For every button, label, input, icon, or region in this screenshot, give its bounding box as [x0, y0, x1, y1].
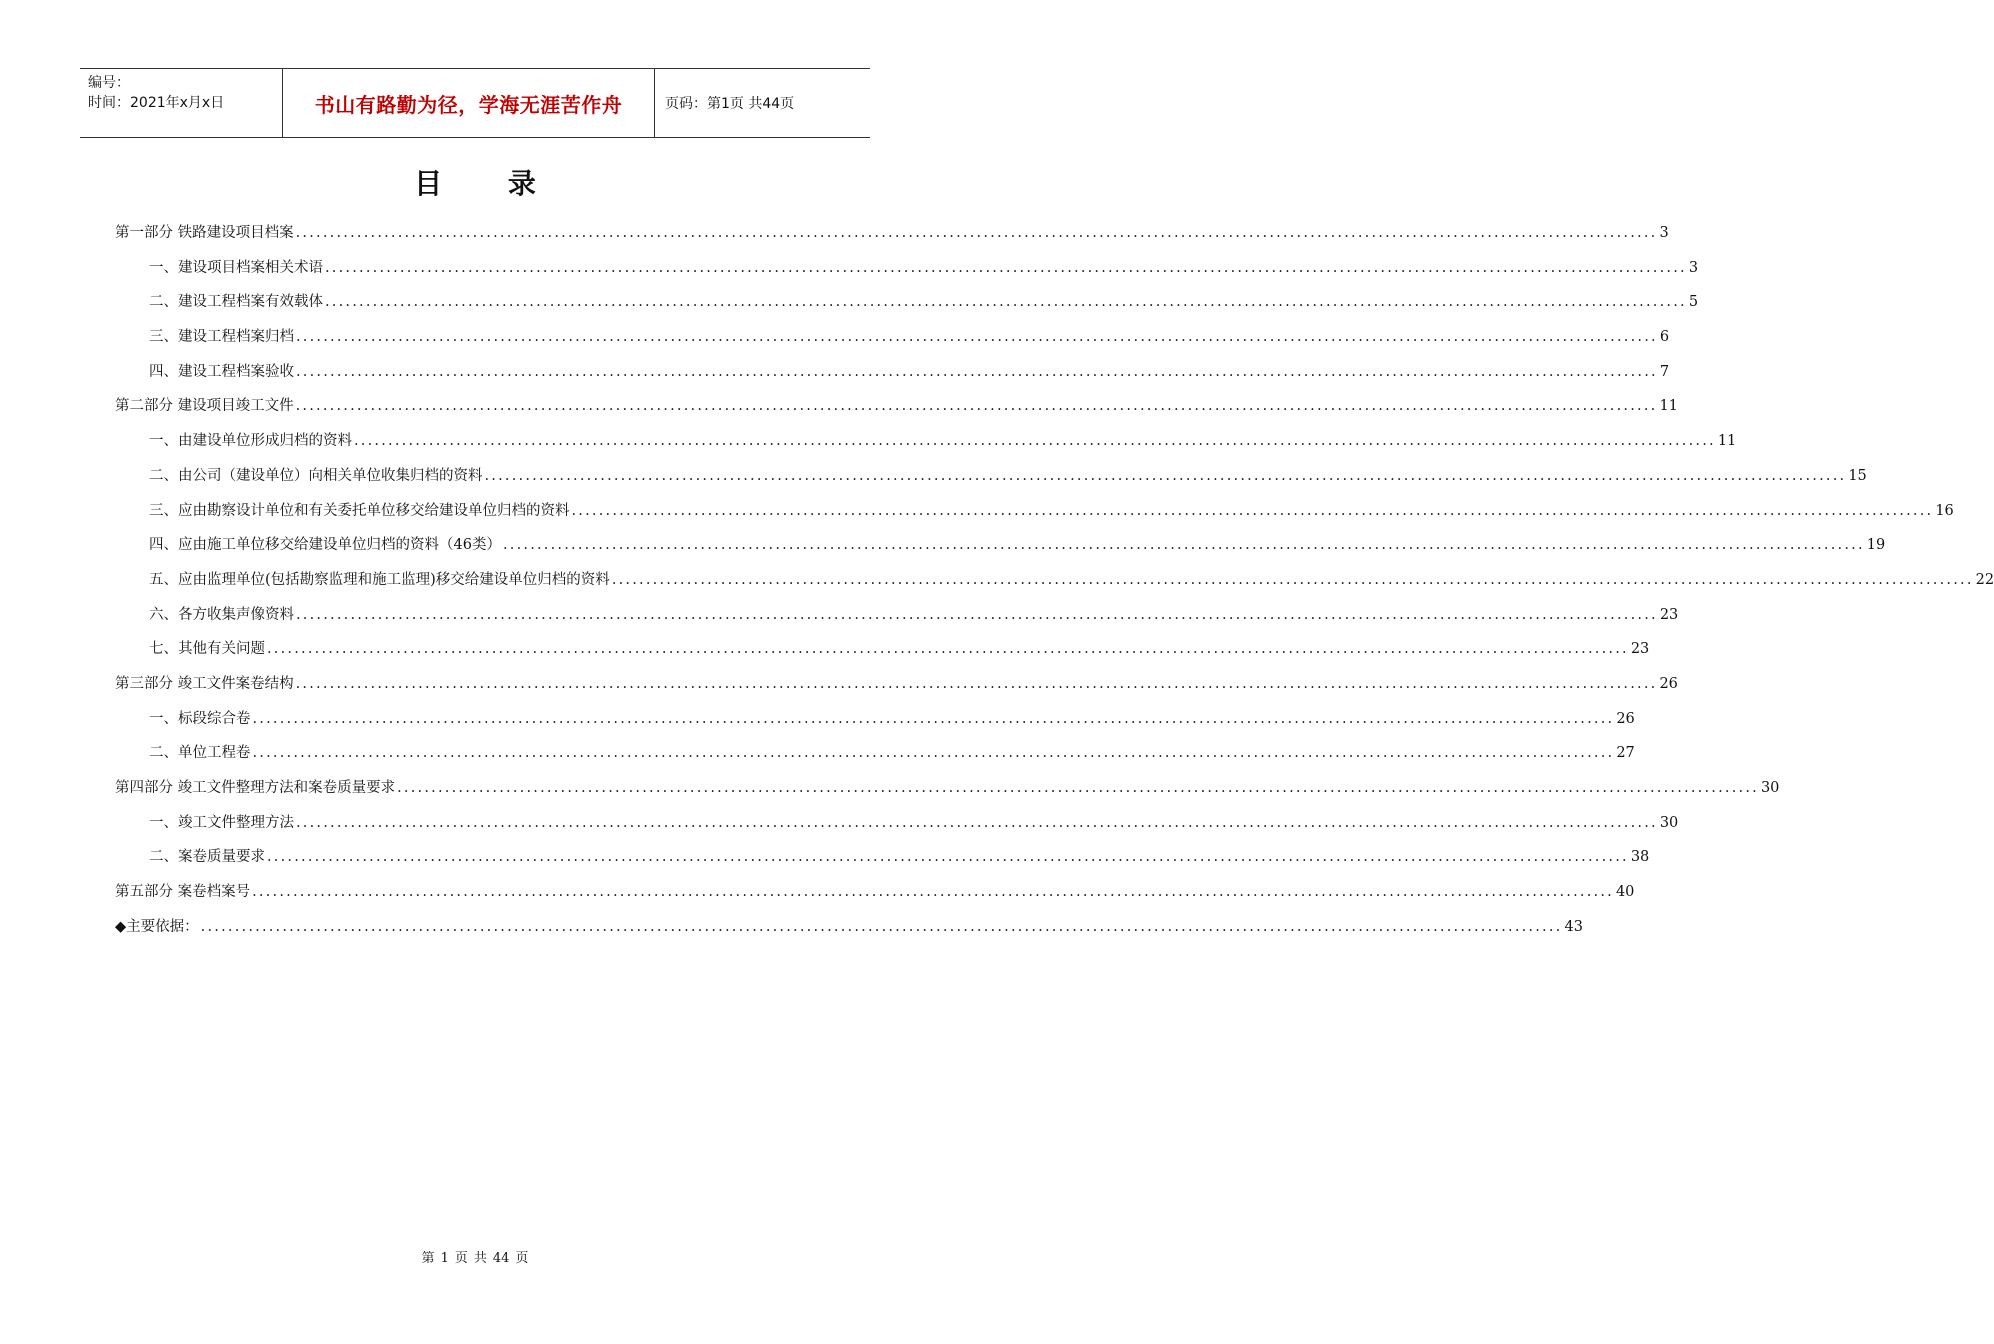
toc-entry-title: 四、应由施工单位移交给建设单位归档的资料（46类）: [149, 537, 501, 554]
toc-entry[interactable]: [115, 842, 1650, 877]
toc-leader-dots: ........................................................................................................................................................................................................: [252, 884, 1614, 901]
toc-entry[interactable]: [115, 773, 1780, 808]
toc-leader-dots: ........................................................................................................................................................................................................: [571, 502, 1934, 519]
table-of-contents: [115, 218, 1994, 946]
toc-entry[interactable]: [115, 530, 1886, 565]
toc-leader-dots: ........................................................................................................................................................................................................: [296, 363, 1658, 380]
toc-leader-dots: ........................................................................................................................................................................................................: [200, 918, 1563, 935]
header-motto: 书山有路勤为径，学海无涯苦作舟: [282, 69, 655, 137]
toc-entry-page: 19: [1866, 537, 1886, 554]
toc-entry-title: 一、由建设单位形成归档的资料: [149, 433, 352, 450]
toc-entry[interactable]: [115, 322, 1670, 357]
toc-leader-dots: ........................................................................................................................................................................................................: [354, 433, 1716, 450]
toc-entry-page: 11: [1659, 398, 1678, 415]
toc-entry-page: 30: [1659, 814, 1679, 831]
toc-entry[interactable]: [115, 808, 1679, 843]
toc-entry-title: 四、建设工程档案验收: [149, 363, 294, 380]
toc-leader-dots: ........................................................................................................................................................................................................: [267, 849, 1629, 866]
toc-entry-page: 16: [1935, 502, 1954, 519]
page-header: [80, 68, 870, 138]
header-meta: [80, 69, 282, 137]
toc-entry[interactable]: [115, 738, 1635, 773]
toc-entry[interactable]: [115, 565, 1994, 600]
toc-entry-page: 43: [1564, 918, 1583, 935]
document-date: 时间：2021年x月x日: [88, 95, 225, 111]
toc-entry-title: 二、单位工程卷: [149, 745, 251, 762]
toc-entry-page: 15: [1848, 467, 1867, 484]
toc-entry[interactable]: [115, 634, 1650, 669]
toc-entry[interactable]: [115, 287, 1699, 322]
toc-entry[interactable]: [115, 912, 1583, 947]
toc-entry-title: 一、建设项目档案相关术语: [149, 259, 323, 276]
toc-entry[interactable]: [115, 496, 1954, 531]
toc-entry-page: 27: [1616, 745, 1635, 762]
toc-entry[interactable]: [115, 877, 1635, 912]
header-page-info: 页码：第1页 共44页: [665, 96, 795, 112]
page-title: 目 录: [414, 167, 564, 200]
toc-entry[interactable]: [115, 391, 1678, 426]
toc-entry-title: 三、建设工程档案归档: [149, 329, 294, 346]
toc-entry-title: 一、标段综合卷: [149, 710, 251, 727]
toc-entry-page: 3: [1688, 259, 1699, 276]
toc-leader-dots: ........................................................................................................................................................................................................: [296, 606, 1658, 623]
toc-entry[interactable]: [115, 218, 1669, 253]
toc-leader-dots: ........................................................................................................................................................................................................: [296, 814, 1658, 831]
page-footer: [0, 1247, 950, 1266]
footer-page-word: 页: [454, 1251, 468, 1266]
toc-entry-title: ◆主要依据：: [115, 918, 199, 935]
toc-entry-page: 5: [1688, 294, 1699, 311]
toc-entry-title: 二、案卷质量要求: [149, 849, 265, 866]
toc-entry-page: 38: [1630, 849, 1650, 866]
toc-entry-title: 第四部分 竣工文件整理方法和案卷质量要求: [115, 780, 396, 796]
toc-leader-dots: ........................................................................................................................................................................................................: [295, 225, 1658, 241]
toc-entry-page: 11: [1717, 433, 1737, 450]
toc-entry[interactable]: [115, 253, 1699, 288]
toc-entry[interactable]: [115, 357, 1670, 392]
footer-suffix: 页: [515, 1251, 529, 1266]
footer-current-page: 1: [440, 1251, 449, 1266]
toc-entry-page: 26: [1659, 675, 1678, 692]
toc-leader-dots: ........................................................................................................................................................................................................: [611, 571, 1974, 588]
toc-entry-page: 6: [1659, 329, 1670, 346]
toc-leader-dots: ........................................................................................................................................................................................................: [325, 259, 1687, 276]
toc-entry-title: 五、应由监理单位(包括勘察监理和施工监理)移交给建设单位归档的资料: [149, 571, 610, 588]
toc-entry-title: 三、应由勘察设计单位和有关委托单位移交给建设单位归档的资料: [149, 502, 570, 519]
toc-leader-dots: ........................................................................................................................................................................................................: [295, 398, 1658, 415]
toc-entry[interactable]: [115, 669, 1678, 704]
toc-leader-dots: ........................................................................................................................................................................................................: [295, 675, 1658, 692]
toc-entry-title: 二、建设工程档案有效载体: [149, 294, 323, 311]
toc-entry-page: 26: [1616, 710, 1635, 727]
toc-leader-dots: ........................................................................................................................................................................................................: [397, 780, 1759, 796]
toc-entry[interactable]: [115, 461, 1867, 496]
toc-entry-title: 七、其他有关问题: [149, 641, 265, 658]
toc-entry-page: 7: [1659, 363, 1670, 380]
toc-leader-dots: ........................................................................................................................................................................................................: [325, 294, 1687, 311]
toc-entry-title: 第三部分 竣工文件案卷结构: [115, 675, 294, 692]
toc-entry-page: 23: [1630, 641, 1650, 658]
toc-entry-page: 23: [1659, 606, 1679, 623]
toc-entry-title: 一、竣工文件整理方法: [149, 814, 294, 831]
toc-leader-dots: ........................................................................................................................................................................................................: [502, 537, 1865, 554]
toc-leader-dots: ........................................................................................................................................................................................................: [252, 745, 1615, 762]
toc-entry-page: 40: [1615, 884, 1635, 901]
toc-leader-dots: ........................................................................................................................................................................................................: [296, 329, 1658, 346]
toc-entry-title: 第二部分 建设项目竣工文件: [115, 398, 294, 415]
toc-entry-page: 22: [1975, 571, 1994, 588]
toc-entry-title: 第五部分 案卷档案号: [115, 884, 251, 901]
toc-entry-title: 六、各方收集声像资料: [149, 606, 294, 623]
footer-total-pages: 44: [492, 1251, 510, 1266]
footer-prefix: 第: [421, 1251, 435, 1266]
toc-entry-page: 30: [1760, 780, 1780, 796]
toc-entry-page: 3: [1659, 225, 1669, 241]
document-number-label: 编号：: [88, 75, 130, 91]
footer-total-prefix: 共: [473, 1251, 487, 1266]
toc-entry[interactable]: [115, 426, 1737, 461]
toc-entry-title: 第一部分 铁路建设项目档案: [115, 225, 294, 241]
toc-leader-dots: ........................................................................................................................................................................................................: [267, 641, 1629, 658]
toc-leader-dots: ........................................................................................................................................................................................................: [252, 710, 1615, 727]
toc-entry[interactable]: [115, 704, 1635, 739]
toc-entry[interactable]: [115, 600, 1679, 635]
toc-leader-dots: ........................................................................................................................................................................................................: [484, 467, 1847, 484]
toc-entry-title: 二、由公司（建设单位）向相关单位收集归档的资料: [149, 467, 483, 484]
